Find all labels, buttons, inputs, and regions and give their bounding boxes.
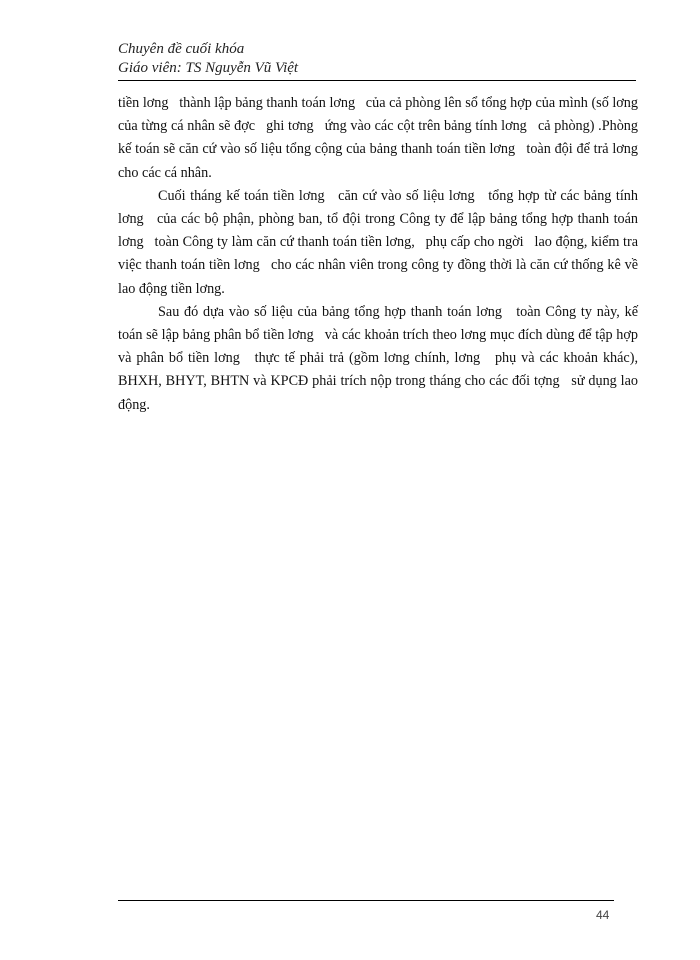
paragraph-3: Sau đó dựa vào số liệu của bảng tổng hợp thanh toán lơng toàn Công ty này, kế toán sẽ lập bảng phân bổ tiền lơng và các khoản trích theo lơng mục đích dùng để tập hợp và phân bổ tiền lơng thực tế phải trả (gồm lơng chính, lơng phụ và các khoản khác), BHXH, BHYT, BHTN và KPCĐ phải trích nộp trong tháng cho các đối tợng sử dụng lao động. <box>118 303 642 413</box>
body-text <box>118 92 649 417</box>
paragraph-2: Cuối tháng kế toán tiền lơng căn cứ vào số liệu lơng tổng hợp từ các bảng tính lơng của các bộ phận, phòng ban, tổ đội trong Công ty để lập bảng tổng hợp thanh toán lơng toàn Công ty làm căn cứ thanh toán tiền lơng, phụ cấp cho ngời lao động, kiểm tra việc thanh toán tiền lơng cho các nhân viên trong công ty đồng thời là căn cứ thống kê về lao động tiền lơng. <box>118 187 642 297</box>
course-title: Chuyên đề cuối khóa <box>118 41 245 57</box>
page-header <box>118 40 636 81</box>
paragraph-1: tiền lơng thành lập bảng thanh toán lơng của cả phòng lên sổ tổng hợp của mình (số lơng của từng cá nhân sẽ đợc ghi tơng ứng vào các cột trên bảng tính lơng cả phòng) .Phòng kế toán sẽ căn cứ vào số liệu tổng cộng của bảng thanh toán tiền lơng toàn đội để trả lơng cho các cá nhân. <box>118 95 649 181</box>
footer-divider <box>118 900 614 901</box>
page-number: 44 <box>596 908 610 922</box>
instructor-name: Giáo viên: TS Nguyễn Vũ Việt <box>118 60 299 76</box>
